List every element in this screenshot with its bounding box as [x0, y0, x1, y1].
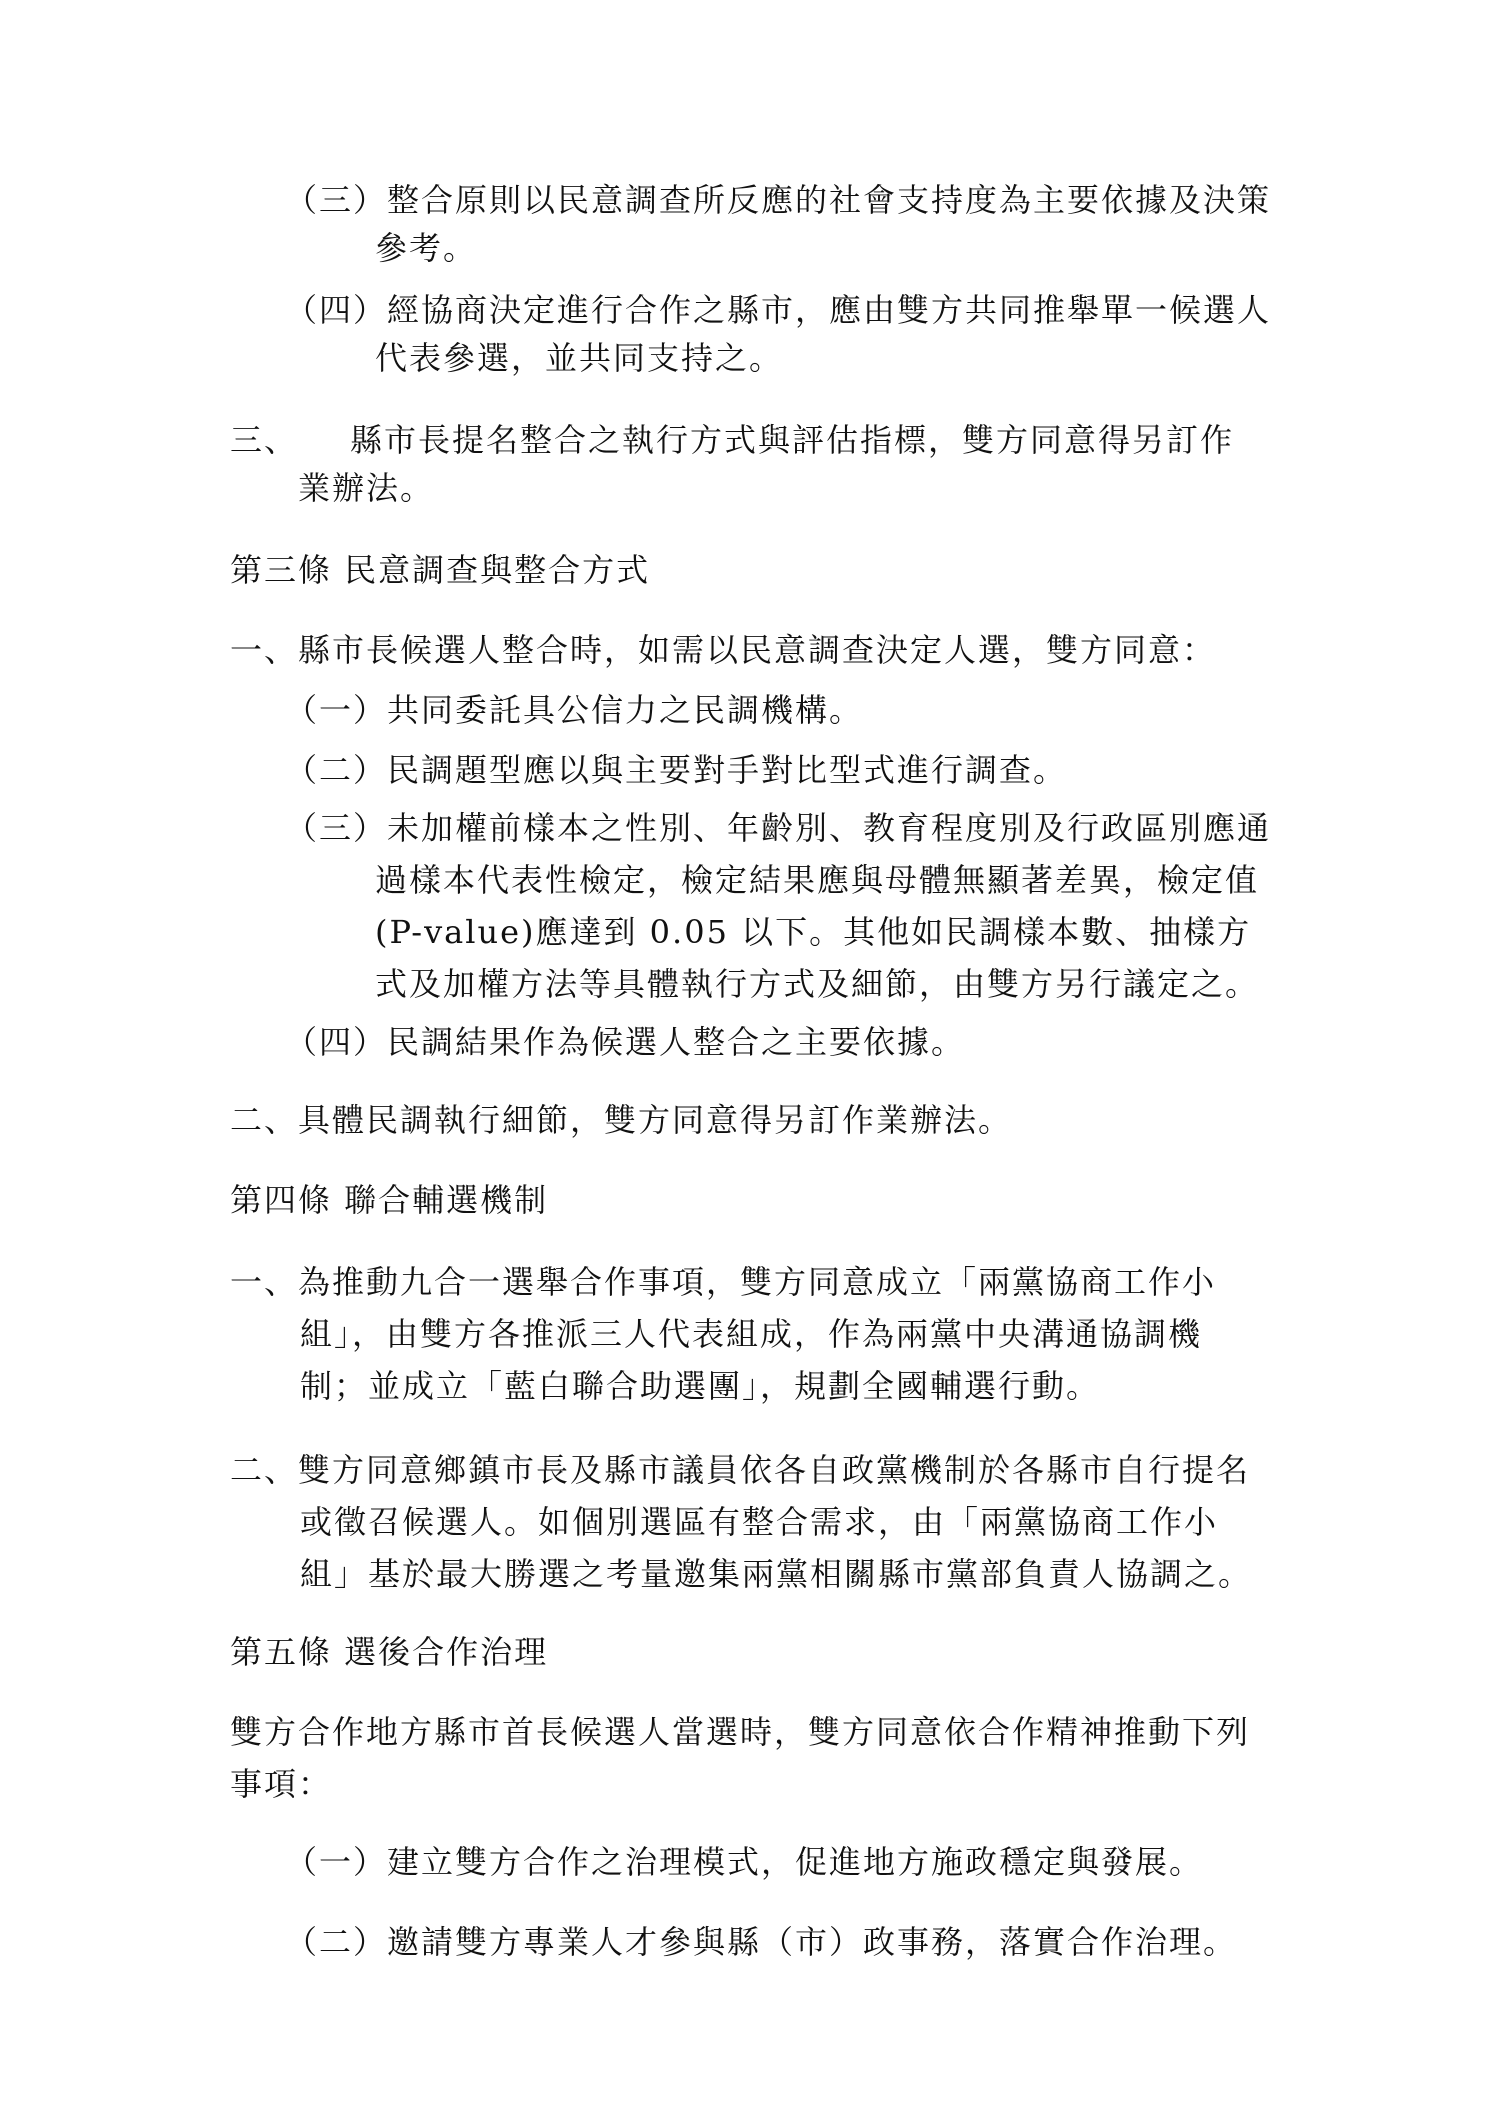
item-text: 整合原則以民意調查所反應的社會支持度為主要依據及決策	[387, 181, 1272, 219]
continuation-text: 業辦法。	[298, 469, 435, 507]
item-marker: （四）	[285, 291, 388, 329]
sub-item: （二）邀請雙方專業人才參與縣（市）政事務，落實合作治理。	[285, 1923, 1238, 1961]
sub-item: （二）民調題型應以與主要對手對比型式進行調查。	[285, 751, 1068, 789]
item-marker: （三）	[285, 181, 388, 219]
list-item: 二、具體民調執行細節，雙方同意得另訂作業辦法。	[230, 1101, 1013, 1139]
list-item	[230, 420, 1234, 460]
continuation-text: 或徵召候選人。如個別選區有整合需求，由「兩黨協商工作小	[300, 1503, 1219, 1541]
continuation-text: 制；並成立「藍白聯合助選團」，規劃全國輔選行動。	[300, 1367, 1101, 1405]
continuation-text: 參考。	[375, 229, 478, 267]
continuation-text: 式及加權方法等具體執行方式及細節，由雙方另行議定之。	[375, 965, 1260, 1003]
list-item: 一、縣市長候選人整合時，如需以民意調查決定人選，雙方同意：	[230, 631, 1217, 669]
item-marker: （三）	[285, 809, 388, 847]
sub-item: （四）民調結果作為候選人整合之主要依據。	[285, 1023, 966, 1061]
continuation-text: 事項：	[230, 1765, 333, 1803]
paragraph-text: 雙方合作地方縣市首長候選人當選時，雙方同意依合作精神推動下列	[230, 1713, 1251, 1751]
continuation-text: 組」基於最大勝選之考量邀集兩黨相關縣市黨部負責人協調之。	[300, 1555, 1253, 1593]
article-heading: 第四條 聯合輔選機制	[230, 1181, 549, 1219]
continuation-text: 組」，由雙方各推派三人代表組成，作為兩黨中央溝通協調機	[300, 1315, 1203, 1353]
sub-item: （一）共同委託具公信力之民調機構。	[285, 691, 864, 729]
sub-item	[285, 808, 1271, 848]
item-text: 縣市長提名整合之執行方式與評估指標，雙方同意得另訂作	[350, 421, 1235, 459]
continuation-text: (P-value)應達到 0.05 以下。其他如民調樣本數、抽樣方	[375, 913, 1252, 951]
list-item	[285, 290, 1271, 330]
item-text: 經協商決定進行合作之縣市，應由雙方共同推舉單一候選人	[387, 291, 1272, 329]
list-item: 一、為推動九合一選舉合作事項，雙方同意成立「兩黨協商工作小	[230, 1263, 1217, 1301]
article-heading: 第五條 選後合作治理	[230, 1633, 549, 1671]
article-heading: 第三條 民意調查與整合方式	[230, 551, 651, 589]
list-item	[285, 180, 1271, 220]
item-text: 未加權前樣本之性別、年齡別、教育程度別及行政區別應通	[387, 809, 1272, 847]
sub-item: （一）建立雙方合作之治理模式，促進地方施政穩定與發展。	[285, 1843, 1204, 1881]
continuation-text: 代表參選，並共同支持之。	[375, 339, 784, 377]
continuation-text: 過樣本代表性檢定，檢定結果應與母體無顯著差異，檢定值	[375, 861, 1260, 899]
list-item: 二、雙方同意鄉鎮市長及縣市議員依各自政黨機制於各縣市自行提名	[230, 1451, 1251, 1489]
item-marker: 三、	[230, 421, 299, 459]
